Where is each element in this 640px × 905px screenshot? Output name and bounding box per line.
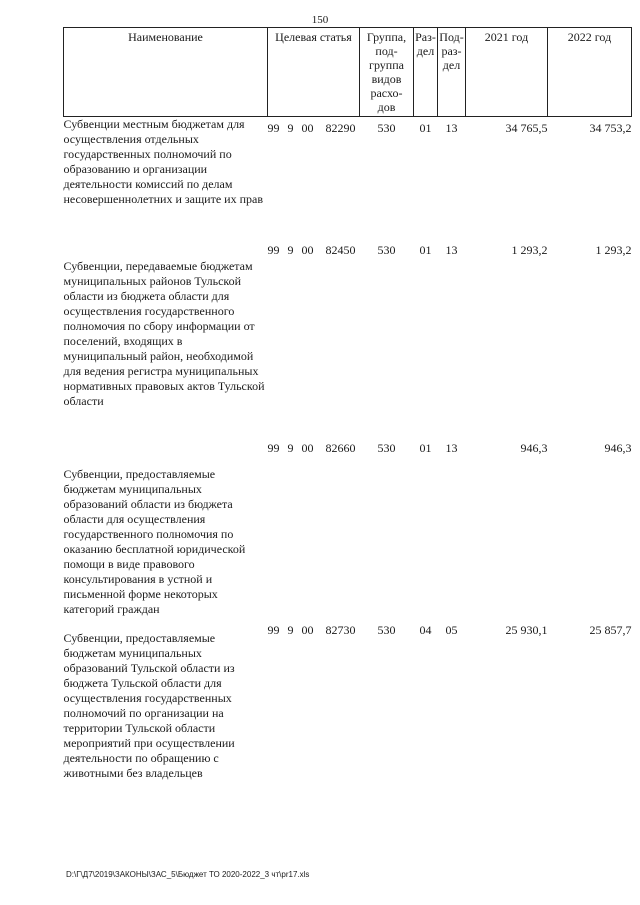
header-section: Раз- дел <box>414 28 438 117</box>
row-target: 99 9 00 82290 <box>267 121 356 135</box>
table-row <box>64 619 632 789</box>
row-group: 530 <box>377 121 396 135</box>
row-2022: 946,3 <box>604 440 632 455</box>
row-target: 99 9 00 82730 <box>267 622 356 637</box>
row-subsection: 13 <box>445 242 458 257</box>
row-name: Субвенции, передаваемые бюджетам муниципальных районов Тульской области из бюджета области для осуществления государственного полномочия по сбору информации от поселений, входящих в муниципальный район, необходимой для ведения регистра муниципальных нормативных правовых актов Тульской области <box>63 258 265 408</box>
row-group: 530 <box>377 622 396 637</box>
row-target: 99 9 00 82660 <box>267 440 356 455</box>
row-section: 01 <box>419 121 432 135</box>
header-year-2022: 2022 год <box>548 28 632 117</box>
table-row <box>64 239 632 437</box>
row-group: 530 <box>377 242 396 257</box>
table-header-row <box>64 28 632 117</box>
row-2021: 25 930,1 <box>505 622 548 637</box>
row-section: 01 <box>419 242 432 257</box>
row-section: 01 <box>419 440 432 455</box>
file-path-footer: D:\Г\Д7\2019\ЗАКОНЫ\ЗАС_5\Бюджет ТО 2020-2022_3 чт\pr17.xls <box>66 870 310 879</box>
header-year-2021: 2021 год <box>466 28 548 117</box>
row-2021: 946,3 <box>520 440 548 455</box>
page-number: 150 <box>311 14 329 26</box>
row-target: 99 9 00 82450 <box>267 242 356 257</box>
row-subsection: 05 <box>445 622 458 637</box>
row-2021: 1 293,2 <box>511 242 548 257</box>
row-subsection: 13 <box>445 121 458 135</box>
row-name: Субвенции, предоставляемые бюджетам муниципальных образований Тульской области из бюджета Тульской области для осуществления государственных полномочий по организации на территории Тульской области мероприятий при осуществлении деятельности по обращению с животными без владельцев <box>63 630 235 780</box>
row-2022: 34 753,2 <box>589 121 632 135</box>
header-name: Наименование <box>64 28 268 117</box>
header-target: Целевая статья <box>268 28 360 117</box>
row-name: Субвенции, предоставляемые бюджетам муниципальных образований области из бюджета области для осуществления государственного полномочия по оказанию бесплатной юридической помощи в виде правового консультирования в устной и письменной форме некоторых категорий граждан <box>63 466 246 616</box>
row-2021: 34 765,5 <box>505 121 548 135</box>
row-2022: 25 857,7 <box>589 622 632 637</box>
budget-table <box>63 27 632 789</box>
row-section: 04 <box>419 622 432 637</box>
row-2022: 1 293,2 <box>595 242 632 257</box>
row-group: 530 <box>377 440 396 455</box>
row-name: Субвенции местным бюджетам для осуществления отдельных государственных полномочий по образованию и организации деятельности комиссий по делам несовершеннолетних и защите их прав <box>63 117 264 206</box>
header-subsection: Под- раз- дел <box>438 28 466 117</box>
table-row <box>64 437 632 619</box>
header-group: Группа, под- группа видов расхо- дов <box>360 28 414 117</box>
table-row <box>64 117 632 239</box>
row-subsection: 13 <box>445 440 458 455</box>
